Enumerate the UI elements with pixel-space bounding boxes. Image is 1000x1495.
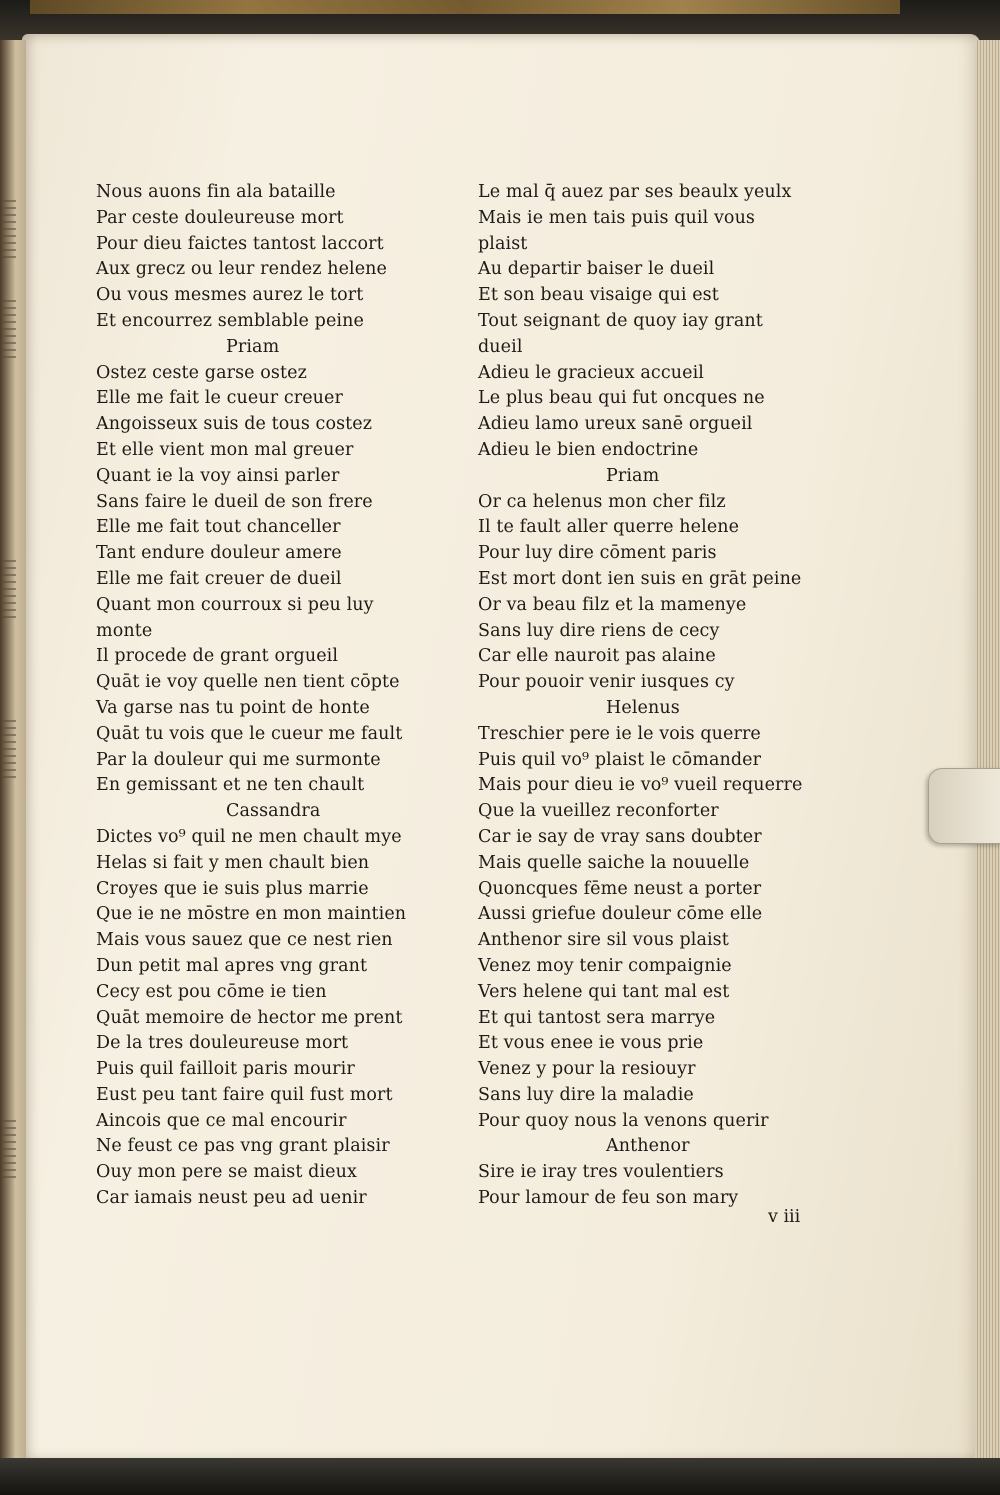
verse-line: Pour pouoir venir iusques cy bbox=[478, 672, 735, 693]
verse-line: Or va beau filz et la mamenye bbox=[478, 594, 747, 615]
verse-line: Dictes vo⁹ quil ne men chault mye bbox=[96, 826, 402, 847]
verse-line: Aincois que ce mal encourir bbox=[96, 1110, 347, 1131]
verse-line: Venez moy tenir compaignie bbox=[478, 955, 732, 976]
verse-line: Par ceste douleureuse mort bbox=[96, 207, 344, 228]
verse-line: Mais quelle saiche la nouuelle bbox=[478, 852, 750, 873]
verse-line: Eust peu tant faire quil fust mort bbox=[96, 1084, 393, 1105]
verse-line: Quāt tu vois que le cueur me fault bbox=[96, 723, 403, 744]
verse-line: Par la douleur qui me surmonte bbox=[96, 749, 381, 770]
verse-line: Sans faire le dueil de son frere bbox=[96, 491, 373, 512]
verse-line: Adieu le bien endoctrine bbox=[478, 439, 699, 460]
verse-line: Et vous enee ie vous prie bbox=[478, 1033, 704, 1054]
text-column-left bbox=[96, 180, 466, 1212]
verse-line: Et qui tantost sera marrye bbox=[478, 1007, 716, 1028]
verse-line: Pour dieu faictes tantost laccort bbox=[96, 233, 384, 254]
verse-line: Au departir baiser le dueil bbox=[478, 259, 715, 280]
book-bottom-edge bbox=[0, 1458, 1000, 1495]
verse-line: Pour quoy nous la venons querir bbox=[478, 1110, 769, 1131]
verse-line: Sans luy dire la maladie bbox=[478, 1084, 694, 1105]
verse-line: Helas si fait y men chault bien bbox=[96, 852, 370, 873]
verse-line: Que la vueillez reconforter bbox=[478, 801, 719, 822]
verse-line: Que ie ne mōstre en mon maintien bbox=[96, 904, 407, 925]
verse-line: Il procede de grant orgueil bbox=[96, 646, 339, 667]
verse-line: Venez y pour la resiouyr bbox=[478, 1059, 696, 1080]
verse-line: Et son beau visaige qui est bbox=[478, 285, 719, 306]
verse-line: Elle me fait tout chanceller bbox=[96, 517, 341, 538]
verse-line: Elle me fait creuer de dueil bbox=[96, 568, 342, 589]
verse-line: Mais vous sauez que ce nest rien bbox=[96, 930, 393, 951]
verse-line: Tout seignant de quoy iay grant bbox=[478, 310, 763, 331]
verse-line: Aussi griefue douleur cōme elle bbox=[478, 904, 763, 925]
verse-line: Le mal q̄ auez par ses beaulx yeulx bbox=[478, 182, 792, 202]
verse-line: Et encourrez semblable peine bbox=[96, 310, 364, 331]
verse-line: monte bbox=[96, 620, 153, 641]
speaker-heading: Priam bbox=[226, 336, 280, 357]
verse-line: Adieu le gracieux accueil bbox=[478, 362, 704, 383]
page-clip-tab bbox=[928, 768, 1000, 844]
verse-line: Vers helene qui tant mal est bbox=[478, 981, 730, 1002]
verse-line: Pour lamour de feu son mary bbox=[478, 1188, 739, 1209]
verse-line: Angoisseux suis de tous costez bbox=[96, 414, 373, 435]
verse-line: Ouy mon pere se maist dieux bbox=[96, 1162, 357, 1183]
verse-line: De la tres douleureuse mort bbox=[96, 1033, 349, 1054]
verse-line: Quant ie la voy ainsi parler bbox=[96, 465, 340, 486]
verse-line: Ostez ceste garse ostez bbox=[96, 362, 307, 383]
verse-line: Anthenor sire sil vous plaist bbox=[478, 930, 729, 951]
verse-line: Puis quil vo⁹ plaist le cōmander bbox=[478, 749, 762, 770]
page-fore-edge bbox=[975, 40, 1000, 1460]
verse-line: Et elle vient mon mal greuer bbox=[96, 439, 354, 460]
verse-line: Pour luy dire cōment paris bbox=[478, 543, 717, 564]
verse-line: En gemissant et ne ten chault bbox=[96, 775, 365, 796]
gilt-binding-edge bbox=[30, 0, 900, 14]
facing-page-edge bbox=[0, 40, 26, 1460]
speaker-heading: Helenus bbox=[606, 697, 680, 718]
verse-line: Puis quil failloit paris mourir bbox=[96, 1059, 355, 1080]
verse-line: Quāt memoire de hector me prent bbox=[96, 1007, 403, 1028]
verse-line: Croyes que ie suis plus marrie bbox=[96, 878, 369, 899]
verse-line: Ne feust ce pas vng grant plaisir bbox=[96, 1136, 390, 1157]
speaker-heading: Priam bbox=[606, 465, 660, 486]
signature-mark: v iii bbox=[768, 1207, 801, 1227]
verse-line: Elle me fait le cueur creuer bbox=[96, 388, 343, 409]
verse-line: Ou vous mesmes aurez le tort bbox=[96, 285, 364, 306]
verse-line: Cecy est pou cōme ie tien bbox=[96, 981, 327, 1002]
verse-line: Aux grecz ou leur rendez helene bbox=[96, 259, 388, 280]
verse-line: Car elle nauroit pas alaine bbox=[478, 646, 716, 667]
text-column-right bbox=[478, 180, 848, 1212]
verse-line: Quāt ie voy quelle nen tient cōpte bbox=[96, 672, 400, 693]
verse-line: Adieu lamo ureux sanē orgueil bbox=[478, 414, 753, 435]
verse-line: Treschier pere ie le vois querre bbox=[478, 723, 761, 744]
verse-line: Tant endure douleur amere bbox=[96, 543, 342, 564]
verse-line: Car iamais neust peu ad uenir bbox=[96, 1188, 367, 1209]
verse-line: Nous auons fin ala bataille bbox=[96, 182, 336, 202]
verse-line: plaist bbox=[478, 233, 528, 254]
verse-line: Le plus beau qui fut oncques ne bbox=[478, 388, 765, 409]
verse-line: Est mort dont ien suis en grāt peine bbox=[478, 568, 802, 589]
verse-line: Quant mon courroux si peu luy bbox=[96, 594, 374, 615]
verse-line: Sans luy dire riens de cecy bbox=[478, 620, 720, 641]
speaker-heading: Anthenor bbox=[606, 1136, 690, 1157]
verse-line: Or ca helenus mon cher filz bbox=[478, 491, 726, 512]
verse-line: dueil bbox=[478, 336, 523, 357]
verse-line: Mais pour dieu ie vo⁹ vueil requerre bbox=[478, 775, 803, 796]
verse-line: Car ie say de vray sans doubter bbox=[478, 826, 762, 847]
verse-line: Quoncques fēme neust a porter bbox=[478, 878, 762, 899]
verse-line: Il te fault aller querre helene bbox=[478, 517, 740, 538]
speaker-heading: Cassandra bbox=[226, 801, 321, 822]
verse-line: Mais ie men tais puis quil vous bbox=[478, 207, 756, 228]
verse-line: Dun petit mal apres vng grant bbox=[96, 955, 368, 976]
verse-line: Sire ie iray tres voulentiers bbox=[478, 1162, 724, 1183]
verse-line: Va garse nas tu point de honte bbox=[96, 697, 370, 718]
